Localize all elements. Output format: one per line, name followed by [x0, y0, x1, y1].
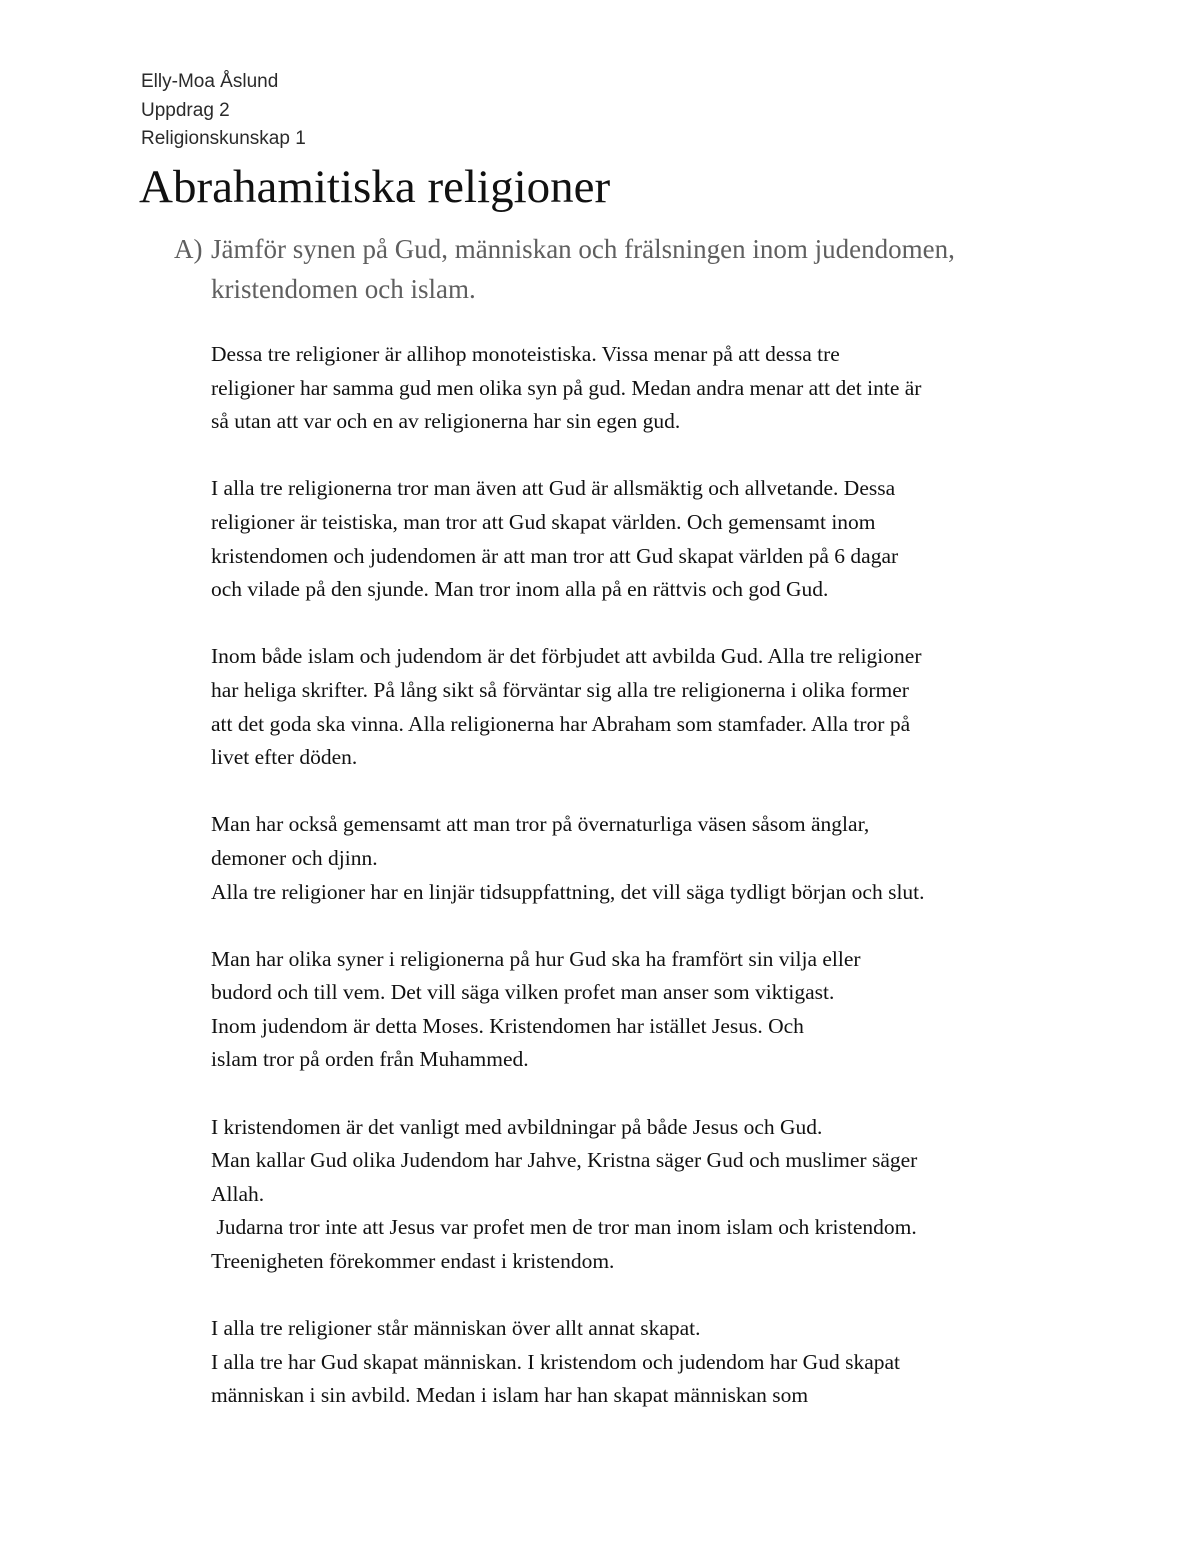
text-line: Man kallar Gud olika Judendom har Jahve, Kristna säger Gud och muslimer säger [211, 1148, 918, 1173]
text-line: människan i sin avbild. Medan i islam har han skapat människan som [211, 1383, 809, 1408]
question-line: kristendomen och islam. [211, 274, 476, 304]
text-line: islam tror på orden från Muhammed. [211, 1047, 529, 1072]
text-line: demoner och djinn. [211, 845, 378, 870]
document-title: Abrahamitiska religioner [139, 161, 611, 213]
text-line: så utan att var och en av religionerna har sin egen gud. [211, 409, 681, 434]
paragraph [211, 808, 1081, 909]
author-name: Elly-Moa Åslund [141, 71, 279, 92]
answer-body [211, 338, 1081, 1413]
paragraph [211, 338, 1081, 439]
paragraph [211, 1312, 1081, 1413]
paragraph [211, 640, 1081, 774]
text-line: I alla tre religionerna tror man även att Gud är allsmäktig och allvetande. Dessa [211, 476, 896, 501]
text-line: Dessa tre religioner är allihop monoteistiska. Vissa menar på att dessa tre [211, 342, 840, 366]
question-line: Jämför synen på Gud, människan och frälsningen inom judendomen, [211, 234, 955, 264]
text-line: Treenigheten förekommer endast i kristendom. [211, 1249, 615, 1274]
text-line: Inom både islam och judendom är det förbjudet att avbilda Gud. Alla tre religioner [211, 644, 922, 669]
text-line: Alla tre religioner har en linjär tidsuppfattning, det vill säga tydligt början och slut. [211, 879, 925, 904]
text-line: Inom judendom är detta Moses. Kristendomen har istället Jesus. Och [211, 1013, 804, 1038]
course-name: Religionskunskap 1 [141, 128, 306, 149]
text-line: I kristendomen är det vanligt med avbildningar på både Jesus och Gud. [211, 1114, 823, 1139]
paragraph [211, 472, 1081, 606]
text-line: livet efter döden. [211, 745, 358, 770]
text-line: religioner har samma gud men olika syn på gud. Medan andra menar att det inte är [211, 375, 922, 400]
question-marker: A) [174, 234, 203, 264]
text-line: och vilade på den sjunde. Man tror inom alla på en rättvis och god Gud. [211, 577, 829, 602]
assignment-label: Uppdrag 2 [141, 99, 230, 121]
document-header [141, 68, 306, 154]
text-line: kristendomen och judendomen är att man tror att Gud skapat världen på 6 dagar [211, 543, 899, 568]
question-text [211, 229, 1074, 309]
text-line: I alla tre har Gud skapat människan. I kristendom och judendom har Gud skapat [211, 1349, 901, 1374]
paragraph [211, 1111, 1081, 1279]
text-line: Man har också gemensamt att man tror på övernaturliga väsen såsom änglar, [211, 812, 870, 837]
text-line: religioner är teistiska, man tror att Gud skapat världen. Och gemensamt inom [211, 509, 876, 534]
text-line: I alla tre religioner står människan över allt annat skapat. [211, 1316, 701, 1341]
text-line: att det goda ska vinna. Alla religionerna har Abraham som stamfader. Alla tror på [211, 711, 911, 736]
text-line: Allah. [211, 1181, 265, 1206]
paragraph [211, 943, 1081, 1077]
text-line: Man har olika syner i religionerna på hur Gud ska ha framfört sin vilja eller [211, 946, 861, 971]
text-line: budord och till vem. Det vill säga vilken profet man anser som viktigast. [211, 980, 835, 1005]
text-line: Judarna tror inte att Jesus var profet men de tror man inom islam och kristendom. [211, 1215, 917, 1240]
text-line: har heliga skrifter. På lång sikt så förväntar sig alla tre religionerna i olika former [211, 677, 909, 702]
question-a [174, 229, 1074, 309]
